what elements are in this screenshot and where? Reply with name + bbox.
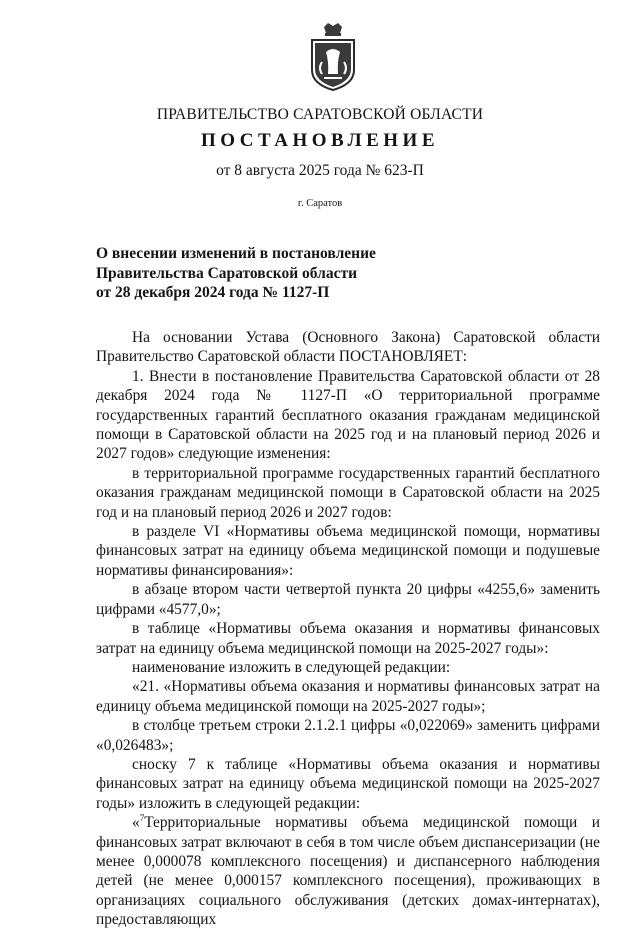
footnote-text: Территориальные нормативы объема медицинской помощи и финансовых затрат включают в себя в том числе объем диспансеризации (не менее 0,000078 комплексного посещения) и диспансерного наблюдения детей (не менее 0,000157 комплексного посещения), проживающих в организациях социального обслуживания (детских домах-интернатах), предоставляющих [96,814,600,929]
body-paragraph: наименование изложить в следующей редакции: [132,658,451,676]
body-paragraph: в столбце третьем строки 2.1.2.1 цифры «0,022069» заменить цифрами «0,026483»; [96,717,600,754]
document-subject [96,244,416,303]
body-paragraph: 1. Внести в постановление Правительства Саратовской области от 28 декабря 2024 года № 1127-П «О территориальной программе государственных гарантий бесплатного оказания гражданам медицинской помощи в Саратовской области на 2025 год и на плановый период 2026 и 2027 годов» следующие изменения: [96,367,600,463]
document-body [96,328,600,930]
footnote-quote-open: « [132,814,140,832]
footnote-paragraph [96,813,600,929]
document-city: г. Саратов [297,198,343,209]
body-paragraph: в таблице «Нормативы объема оказания и нормативы финансовых затрат на единицу объема медицинской помощи на 2025-2027 годы»: [96,620,600,657]
footnote-marker: 7 [139,813,145,824]
body-paragraph: «21. «Нормативы объема оказания и нормативы финансовых затрат на единицу объема медицинской помощи на 2025-2027 годы»; [96,678,600,715]
subject-line: от 28 декабря 2024 года № 1127-П [96,284,330,301]
document-type-title: ПОСТАНОВЛЕНИЕ [200,130,440,151]
body-paragraph: На основании Устава (Основного Закона) Саратовской области Правительство Саратовской области ПОСТАНОВЛЯЕТ: [96,329,600,366]
body-paragraph: в абзаце втором части четвертой пункта 20 цифры «4255,6» заменить цифрами «4577,0»; [96,581,600,618]
subject-line: Правительства Саратовской области [96,264,357,282]
coat-of-arms-emblem [304,22,362,92]
body-paragraph: в разделе VI «Нормативы объема медицинской помощи, нормативы финансовых затрат на единицу объема медицинской помощи и подушевые нормативы финансирования»: [96,523,600,579]
subject-line: О внесении изменений в постановление [96,245,376,262]
body-paragraph: в территориальной программе государственных гарантий бесплатного оказания гражданам медицинской помощи в Саратовской области на 2025 год и на плановый период 2026 и 2027 годов: [96,464,600,521]
body-paragraph: сноску 7 к таблице «Нормативы объема оказания и нормативы финансовых затрат на единицу объема медицинской помощи на 2025-2027 годы» изложить в следующей редакции: [96,755,600,812]
government-name: ПРАВИТЕЛЬСТВО САРАТОВСКОЙ ОБЛАСТИ [156,106,484,123]
document-date-number: от 8 августа 2025 года № 623-П [216,162,424,179]
